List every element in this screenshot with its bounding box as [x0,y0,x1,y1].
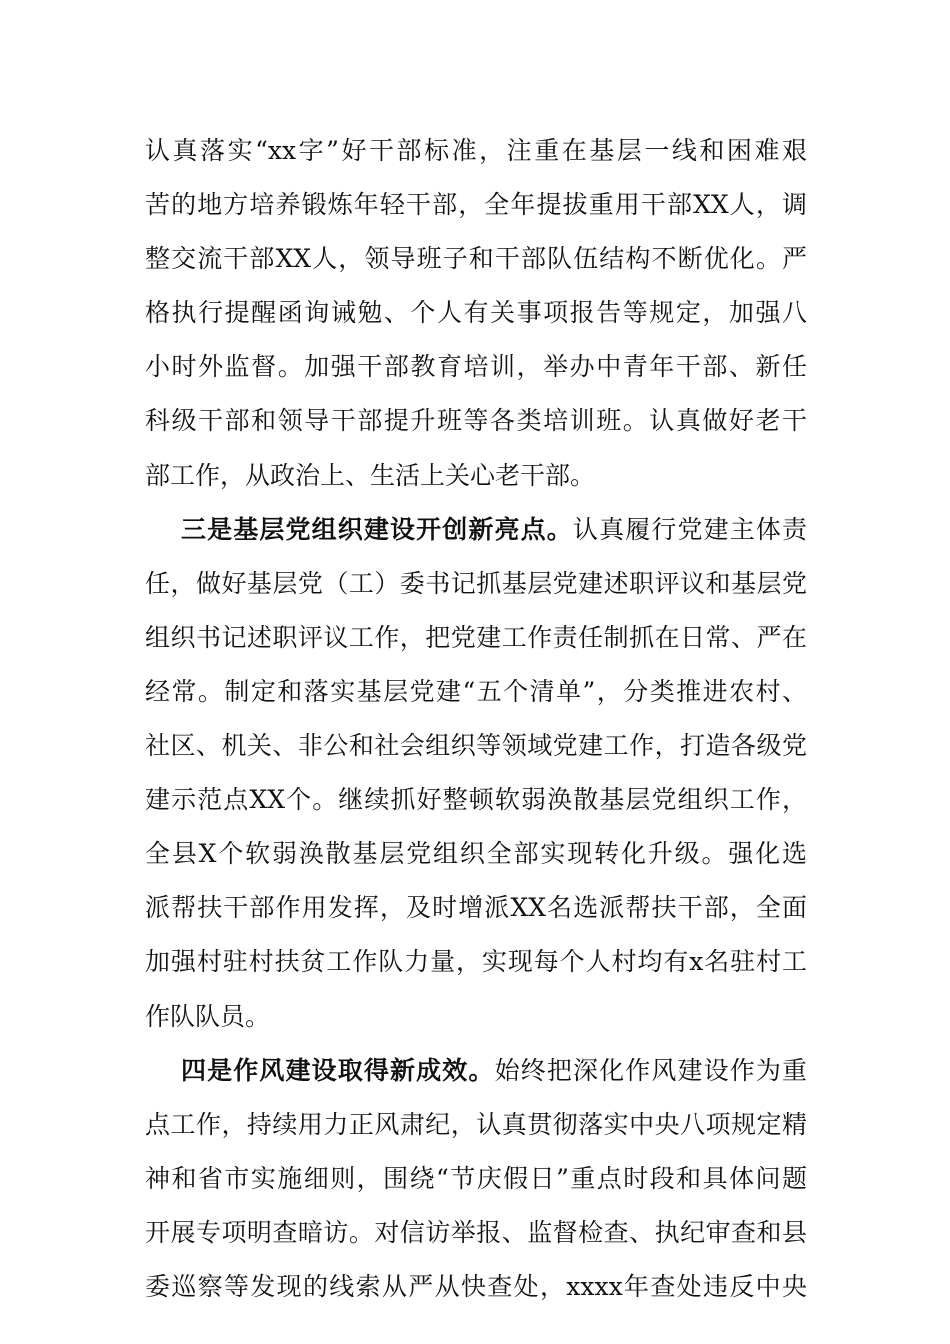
text-line: 组织书记述职评议工作，把党建工作责任制抓在日常、严在 [145,622,807,652]
text-line: 点工作，持续用力正风肃纪，认真贯彻落实中央八项规定精 [145,1109,807,1139]
text-line: 小时外监督。加强干部教育培训，举办中青年干部、新任 [145,352,807,382]
paragraph-lead-heading: 三是基层党组织建设开创新亮点。 [181,514,573,544]
text-line: 建示范点XX个。继续抓好整顿软弱涣散基层党组织工作， [145,785,807,815]
document-page [145,124,807,1314]
text-line: 认真落实“xx字”好干部标准，注重在基层一线和困难艰 [145,136,807,165]
text-line: 科级干部和领导干部提升班等各类培训班。认真做好老干 [145,406,807,436]
text-line: 作队队员。 [145,1001,271,1031]
text-line: 经常。制定和落实基层党建“五个清单”，分类推进农村、 [145,676,807,706]
text-line: 部工作，从政治上、生活上关心老干部。 [145,460,596,490]
text-line: 派帮扶干部作用发挥，及时增派XX名选派帮扶干部，全面 [145,893,807,923]
paragraph-work-style [145,1044,807,1314]
paragraph-first-line [145,1044,807,1098]
paragraph-first-line-text: 认真履行党建主体责 [572,514,807,544]
text-line: 加强村驻村扶贫工作队力量，实现每个人村均有x名驻村工 [145,947,807,977]
paragraph-first-line-text: 始终把深化作风建设作为重 [494,1055,807,1085]
text-line: 社区、机关、非公和社会组织等领域党建工作，打造各级党 [145,731,807,761]
text-line: 神和省市实施细则，围绕“节庆假日”重点时段和具体问题 [145,1163,807,1193]
text-line: 格执行提醒函询诫勉、个人有关事项报告等规定，加强八 [145,298,807,328]
paragraph-grassroots-party [145,503,807,1044]
paragraph-first-line [145,503,807,557]
text-line: 全县X个软弱涣散基层党组织全部实现转化升级。强化选 [145,839,807,869]
text-line: 任，做好基层党（工）委书记抓基层党建述职评议和基层党 [145,568,807,598]
paragraph-lead-heading: 四是作风建设取得新成效。 [181,1055,495,1085]
paragraph-cadre-work [145,124,807,503]
text-line: 苦的地方培养锻炼年轻干部，全年提拔重用干部XX人，调 [145,190,807,220]
text-line: 开展专项明查暗访。对信访举报、监督检查、执纪审查和县 [145,1217,807,1247]
text-line: 委巡察等发现的线索从严从快查处，xxxx年查处违反中央 [145,1271,807,1301]
text-line: 整交流干部XX人，领导班子和干部队伍结构不断优化。严 [145,244,807,274]
